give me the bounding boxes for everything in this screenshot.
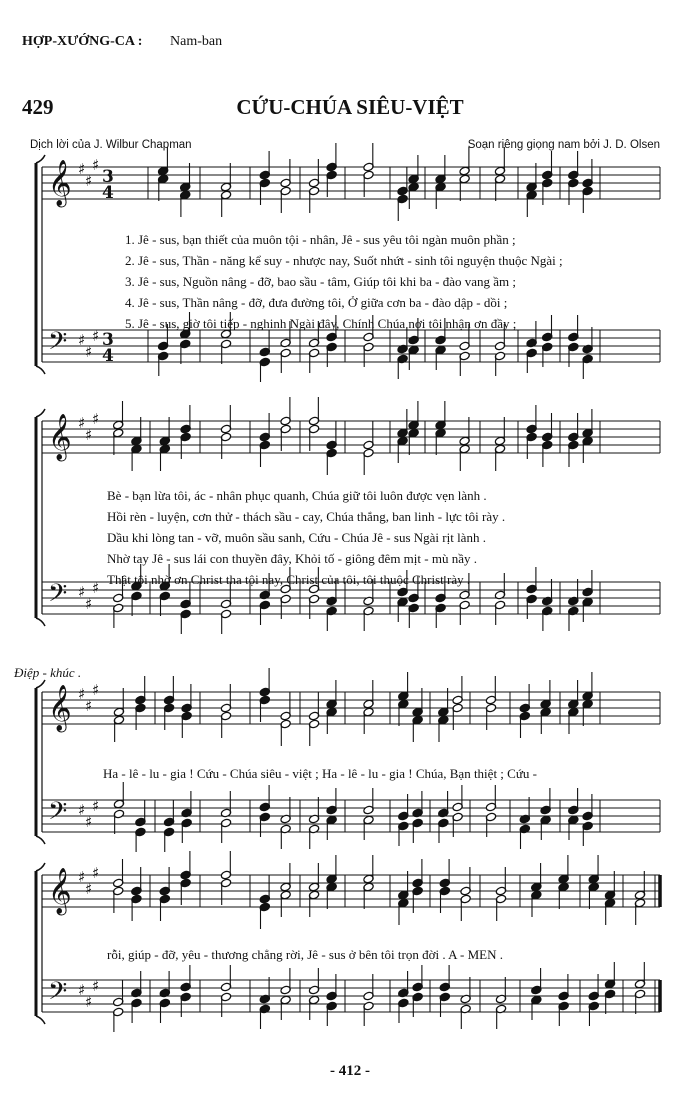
- bracket-hook: [36, 155, 45, 163]
- sharp-sign: ♯: [92, 681, 100, 699]
- refrain-label: Điệp - khúc .: [14, 665, 82, 680]
- bracket-hook: [36, 680, 45, 688]
- bass-clef: 𝄢: [48, 977, 68, 1012]
- bass-clef: 𝄢: [48, 579, 68, 614]
- sharp-sign: ♯: [92, 864, 100, 882]
- sharp-sign: ♯: [78, 583, 86, 601]
- verse-2-line-a: 2. Jê - sus, Thần - năng kể suy - nhược nay, Suốt nhứt - sinh tôi nguyện thuộc Ngài ;: [125, 253, 563, 268]
- book-variant: Nam-ban: [170, 34, 223, 49]
- treble-clef: 𝄞: [48, 414, 72, 460]
- sharp-sign: ♯: [85, 813, 93, 831]
- sharp-sign: ♯: [92, 977, 100, 995]
- sharp-sign: ♯: [78, 414, 86, 432]
- sharp-sign: ♯: [85, 993, 93, 1011]
- bass-clef: 𝄢: [48, 327, 68, 362]
- sharp-sign: ♯: [78, 981, 86, 999]
- sharp-sign: ♯: [85, 880, 93, 898]
- verse-5-line-b: Thật tôi nhờ ơn Christ tha tội nay, Christ của tôi, tôi thuộc Christ rày .: [107, 572, 471, 587]
- time-signature-bottom: 4: [102, 183, 114, 203]
- treble-clef: 𝄞: [48, 160, 72, 206]
- bass-clef: 𝄢: [48, 797, 68, 832]
- sharp-sign: ♯: [78, 868, 86, 886]
- sharp-sign: ♯: [85, 697, 93, 715]
- refrain-lyric-1: Ha - lê - lu - gia ! Cứu - Chúa siêu - việt ; Ha - lê - lu - gia ! Chúa, Bạn thiệt ; Cứu -: [103, 766, 537, 781]
- verse-1-line-a: 1. Jê - sus, bạn thiết của muôn tội - nhân, Jê - sus yêu tôi ngàn muôn phần ;: [125, 232, 516, 247]
- sharp-sign: ♯: [78, 160, 86, 178]
- bracket-hook: [36, 409, 45, 417]
- bracket-hook: [36, 863, 45, 871]
- sharp-sign: ♯: [85, 426, 93, 444]
- verse-2-line-b: Hồi rèn - luyện, cơn thử - thách sầu - cay, Chúa thắng, ban linh - lực tôi rày .: [107, 509, 506, 524]
- verse-3-line-a: 3. Jê - sus, Nguồn nâng - đỡ, bao sầu - tâm, Giúp tôi khi ba - đào vang ầm ;: [125, 274, 517, 289]
- sharp-sign: ♯: [78, 801, 86, 819]
- translation-credit: Dịch lời của J. Wilbur Chapman: [30, 139, 192, 151]
- sharp-sign: ♯: [78, 685, 86, 703]
- sharp-sign: ♯: [85, 172, 93, 190]
- page-number: - 412 -: [330, 1063, 370, 1079]
- treble-clef: 𝄞: [48, 685, 72, 731]
- sharp-sign: ♯: [78, 331, 86, 349]
- arrangement-credit: Soạn riêng giọng nam bởi J. D. Olsen: [467, 139, 660, 151]
- book-label: HỢP-XƯỚNG-CA :: [22, 34, 143, 49]
- sharp-sign: ♯: [92, 327, 100, 345]
- bracket-hook: [36, 1016, 45, 1024]
- verse-1-line-b: Bè - bạn lừa tôi, ác - nhân phục quanh, Chúa giữ tôi luôn được vẹn lành .: [107, 488, 487, 503]
- bracket-hook: [36, 618, 45, 626]
- time-signature-top: 3: [102, 167, 114, 187]
- sharp-sign: ♯: [92, 156, 100, 174]
- hymn-number: 429: [22, 95, 54, 119]
- verse-3-line-b: Dầu khi lòng tan - vỡ, muôn sầu sanh, Cứu - Chúa Jê - sus Ngài rịt lành .: [107, 530, 486, 545]
- bracket-hook: [36, 366, 45, 374]
- verse-4-line-b: Nhờ tay Jê - sus lái con thuyền đây, Khỏi tố - giông đêm mịt - mù nầy .: [107, 551, 477, 566]
- verse-5-line-a: 5. Jê - sus, giờ tôi tiếp - nghinh Ngài đây, Chính Chúa nơi tôi nhận ơn đầy ;: [125, 316, 517, 331]
- refrain-lyric-2: rỗi, giúp - đỡ, yêu - thương chẳng rời, Jê - sus ở bên tôi trọn đời . A - MEN .: [107, 947, 503, 962]
- hymn-title: CỨU-CHÚA SIÊU-VIỆT: [236, 95, 464, 119]
- sharp-sign: ♯: [92, 410, 100, 428]
- time-signature-bottom: 4: [102, 346, 114, 366]
- verse-4-line-a: 4. Jê - sus, Thần nâng - đỡ, đưa đường tôi, Ở giữa cơn ba - đào dập - dồi ;: [125, 295, 508, 310]
- sharp-sign: ♯: [85, 343, 93, 361]
- bracket-hook: [36, 836, 45, 844]
- sharp-sign: ♯: [85, 595, 93, 613]
- time-signature-top: 3: [102, 330, 114, 350]
- sharp-sign: ♯: [92, 797, 100, 815]
- sharp-sign: ♯: [92, 579, 100, 597]
- treble-clef: 𝄞: [48, 868, 72, 914]
